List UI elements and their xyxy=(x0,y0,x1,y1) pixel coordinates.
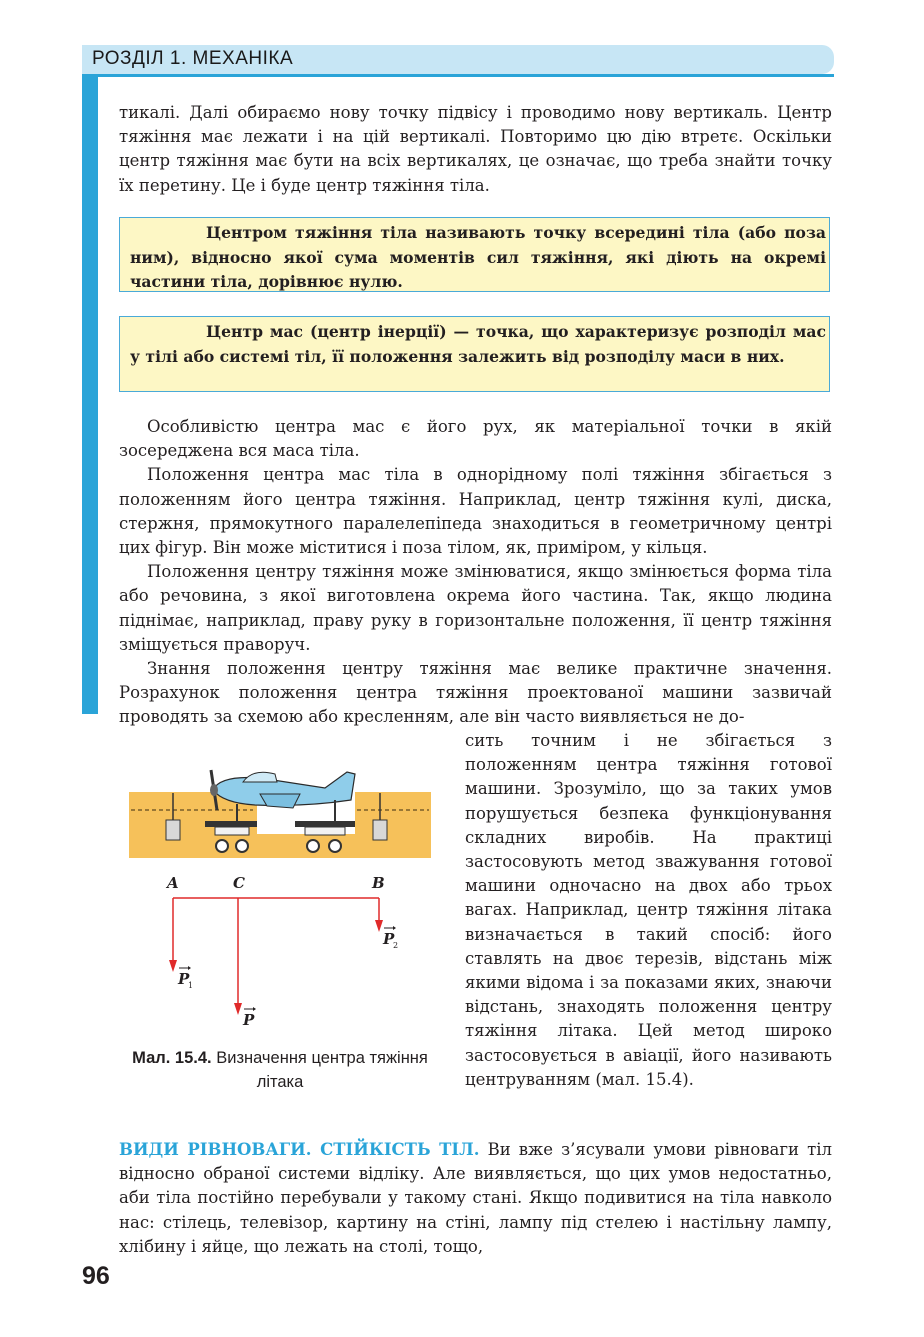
section-title: РОЗДІЛ 1. МЕХАНІКА xyxy=(92,48,294,69)
body-paragraph: Знання положення центру тяжіння має велике практичне значення. Розрахунок положення центра тяжіння проектованої машини зазвичай проводять за схемою або кресленням, але він часто виявляється не до- xyxy=(119,659,832,727)
caption-number: Мал. 15.4. xyxy=(132,1049,212,1067)
force-p2-subscript: 2 xyxy=(393,941,399,950)
section-header xyxy=(82,45,834,74)
body-paragraph: Положення центра мас тіла в однорідному полі тяжіння збігається з положенням його центра тяжіння. Наприклад, центр тяжіння кулі, диска, стержня, прямокутного паралелепіпеда знаходиться в геометричному центрі цих фігур. Він може міститися і поза тілом, як, приміром, у кільця. xyxy=(119,465,832,558)
body-paragraph: Особливістю центра мас є його рух, як матеріальної точки в якій зосереджена вся маса тіла. xyxy=(119,417,832,461)
force-p1-subscript: 1 xyxy=(188,981,194,990)
section-heading: ВИДИ РІВНОВАГИ. СТІЙКІСТЬ ТІЛ. xyxy=(119,1140,480,1159)
left-weight xyxy=(166,820,180,840)
intro-text xyxy=(119,101,832,198)
final-text xyxy=(119,1138,832,1259)
force-p1-label: P xyxy=(178,970,190,988)
final-paragraph-text: Ви вже з’ясували умови рівноваги тіл відносно обраної системи відліку. Але виявляється, що цих умов недостатньо, аби тіла постійно перебували у такому стані. Якщо подивитися на тіла навколо нас: стілець, телевізор, картину на стіні, лампу під стелею і настільну лампу, хлібину і яйце, що лежать на столі, тощо, xyxy=(119,1140,832,1256)
right-platform xyxy=(295,821,355,827)
body-paragraph: Положення центру тяжіння може змінюватися, якщо змінюється форма тіла або речовина, з якої виготовлена окрема його частина. Так, якщо людина піднімає, наприклад, праву руку в горизонтальне положення, її центр тяжіння зміщується праворуч. xyxy=(119,562,832,654)
airplane-weighing-figure xyxy=(125,760,435,1035)
force-p-label: P xyxy=(243,1011,255,1029)
definition-center-of-mass xyxy=(119,316,830,392)
definition-text: Центр мас (центр інерції) — точка, що характеризує розподіл мас у тілі або системі тіл, її положення залежить від розподілу маси в них. xyxy=(130,322,826,366)
label-b: B xyxy=(372,874,385,892)
page-number: 96 xyxy=(82,1262,110,1290)
right-weight xyxy=(373,820,387,840)
definition-center-of-gravity xyxy=(119,217,830,292)
definition-text: Центром тяжіння тіла називають точку всередині тіла (або поза ним), відносно якої сума моментів сил тяжіння, які діють на окремі частини тіла, дорівнює нулю. xyxy=(130,223,826,292)
figure-caption xyxy=(125,1046,435,1094)
right-scale-body xyxy=(355,792,431,858)
caption-text: Визначення центра тяжіння літака xyxy=(216,1049,428,1091)
header-rule xyxy=(82,74,834,77)
left-platform xyxy=(205,821,257,827)
wrap-text xyxy=(465,729,832,1092)
intro-paragraph: тикалі. Далі обираємо нову точку підвісу і проводимо нову вертикаль. Центр тяжіння має лежати і на цій вертикалі. Повторимо цю дію втретє. Оскільки центр тяжіння має бути на всіх вертикалях, це означає, що треба знайти точку їх перетину. Це і буде центр тяжіння тіла. xyxy=(119,103,832,195)
wrap-paragraph: сить точним і не збігається з положенням центра тяжіння готової машини. Зрозуміло, що за таких умов порушується безпека функціонування складних виробів. На практиці застосовують метод зважування готової машини одночасно на двох або трьох вагах. Наприклад, центр тяжіння літака визначається в такий спосіб: його ставлять на двоє терезів, відстань між якими відома і за показами яких, знаючи відстань, знаходять положення центру тяжіння літака. Цей метод широко застосовується в авіації, його називають центруванням (мал. 15.4). xyxy=(465,731,832,1089)
body-text xyxy=(119,415,832,730)
side-accent-bar xyxy=(82,74,98,714)
label-c: C xyxy=(233,874,245,892)
final-paragraph xyxy=(119,1138,832,1259)
label-a: A xyxy=(167,874,179,892)
force-p2-label: P xyxy=(383,930,395,948)
